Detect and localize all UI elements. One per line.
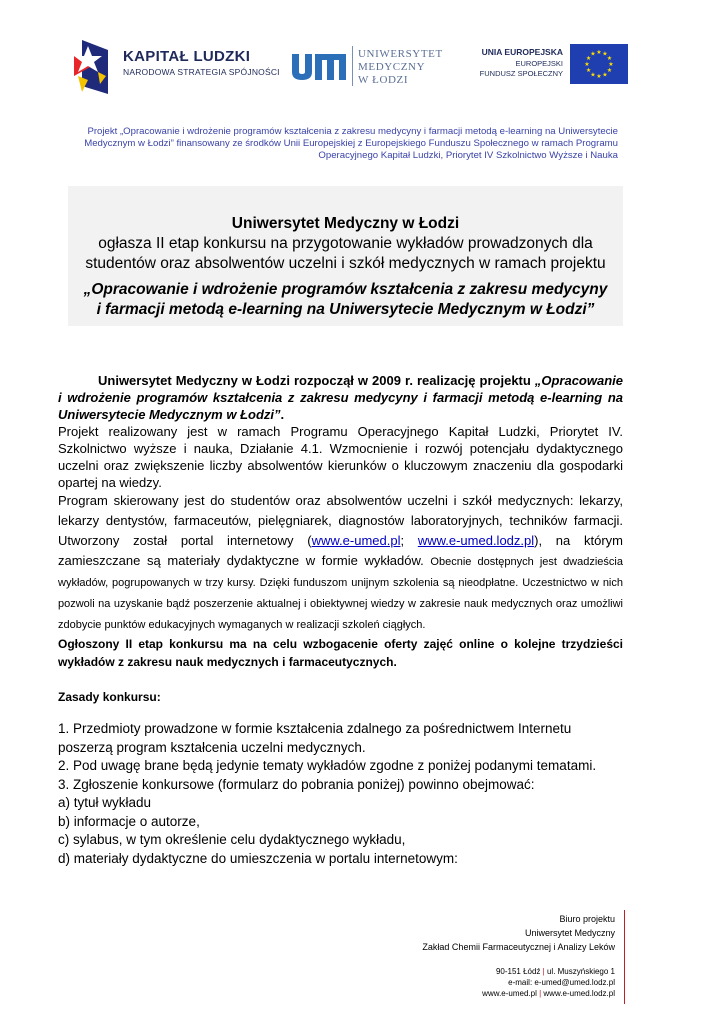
- footer-divider: [624, 910, 625, 1004]
- svg-text:★: ★: [602, 50, 608, 58]
- svg-text:★: ★: [590, 71, 596, 79]
- portal-link-2[interactable]: www.e-umed.lodz.pl: [417, 533, 535, 548]
- list-item: b) informacje o autorze,: [58, 813, 200, 829]
- footer-department: Zakład Chemii Farmaceutycznej i Analizy Leków: [422, 942, 615, 952]
- announcement-line2: ogłasza II etap konkursu na przygotowanie wykładów prowadzonych dla: [98, 235, 593, 252]
- kapital-ludzki-name: KAPITAŁ LUDZKI: [123, 48, 251, 65]
- announcement-project-line1: „Opracowanie i wdrożenie programów kształcenia z zakresu medycyny: [83, 281, 608, 298]
- svg-text:★: ★: [596, 49, 602, 56]
- announcement-title: Uniwersytet Medyczny w Łodzi: [231, 215, 460, 232]
- eu-fund-line2: FUNDUSZ SPOŁECZNY: [479, 69, 563, 78]
- list-item: 1. Przedmioty prowadzone w formie kształcenia zdalnego za pośrednictwem Internetu poszerzą program kształcenia uczelni medycznych.: [58, 721, 572, 755]
- eu-name: UNIA EUROPEJSKA: [481, 47, 563, 57]
- footer-websites: [335, 988, 615, 999]
- intro-bold: Uniwersytet Medyczny w Łodzi rozpoczął w 2009 r. realizację projektu: [98, 373, 535, 388]
- svg-text:★: ★: [584, 61, 590, 68]
- list-item: 3. Zgłoszenie konkursowe (formularz do pobrania poniżej) powinno obejmować:: [58, 776, 535, 792]
- program-paragraph: Projekt realizowany jest w ramach Programu Operacyjnego Kapitał Ludzki, Priorytet IV. Szkolnictwo wyższe i nauka, Działanie 4.1. Wzmocnienie i rozwój potencjału dydaktycznego uczelni oraz zwiększenie liczby absolwentów kierunków o kluczowym znaczeniu dla gospodarki opartej na wiedzy.: [58, 424, 623, 490]
- audience-paragraph: [58, 491, 623, 635]
- portal-link-1[interactable]: www.e-umed.pl: [311, 533, 401, 548]
- footer-website-separator: |: [539, 989, 542, 998]
- um-mark-icon: [290, 48, 348, 82]
- document-body: [58, 372, 623, 868]
- svg-text:★: ★: [602, 71, 608, 79]
- footer-postcode: 90-151 Łódź: [495, 967, 541, 976]
- list-item: d) materiały dydaktyczne do umieszczenia w portalu internetowym:: [58, 850, 458, 866]
- footer-university: Uniwersytet Medyczny: [524, 928, 615, 938]
- list-item: 2. Pod uwagę brane będą jedynie tematy wykładów zgodne z poniżej podanymi tematami.: [58, 758, 597, 773]
- kapital-ludzki-subtitle: NARODOWA STRATEGIA SPÓJNOŚCI: [123, 67, 280, 77]
- footer-street: ul. Muszyńskiego 1: [546, 967, 615, 976]
- announcement-project-line2: i farmacji metodą e-learning na Uniwersytecie Medycznym w Łodzi”: [96, 301, 595, 318]
- university-name-line1: UNIWERSYTET: [358, 48, 443, 60]
- eu-fund-line1: EUROPEJSKI: [515, 59, 563, 68]
- portal-link-separator: ;: [400, 533, 418, 548]
- footer-website-2[interactable]: www.e-umed.lodz.pl: [543, 989, 615, 998]
- svg-text:★: ★: [590, 50, 596, 58]
- kapital-ludzki-logo: [68, 36, 280, 98]
- eu-logo: [448, 44, 628, 86]
- contest-goal-paragraph: Ogłoszony II etap konkursu ma na celu wzbogacenie oferty zajęć online o kolejne trzydzieści wykładów z zakresu nauk medycznych i farmaceutycznych.: [58, 637, 623, 669]
- university-name-line3: W ŁODZI: [358, 74, 409, 86]
- footer-address-separator: |: [542, 967, 545, 976]
- intro-project-name: „Opracowanie i wdrożenie programów kształcenia z zakresu medycyny i farmacji metodą e-learning na Uniwersytecie Medycznym w Łodzi”: [58, 373, 623, 422]
- intro-paragraph: [58, 372, 623, 423]
- svg-text:★: ★: [585, 55, 592, 62]
- list-item: a) tytuł wykładu: [58, 795, 152, 810]
- svg-text:★: ★: [606, 55, 613, 62]
- project-funding-note: Projekt „Opracowanie i wdrożenie programów kształcenia z zakresu medycyny i farmacji metodą e-learning na Uniwersytecie Medycznym w Łodzi” finansowany ze środków Unii Europejskiej z Europejskiego Funduszu Społecznego w ramach Programu Operacyjnego Kapitał Ludzki, Priorytet IV Szkolnictwo Wyższe i Nauka: [84, 126, 618, 162]
- footer-office: Biuro projektu: [559, 914, 615, 924]
- svg-text:★: ★: [585, 67, 592, 74]
- list-item: c) sylabus, w tym określenie celu dydaktycznego wykładu,: [58, 832, 406, 847]
- footer-contact: [335, 912, 615, 999]
- audience-text: Program skierowany jest do studentów oraz absolwentów uczelni i szkół medycznych: lekarzy, lekarzy dentystów, farmaceutów, pielęgniarek, diagnostów laboratoryjnych, techników farmacji. Utworzony został portal internetowy (: [58, 493, 623, 548]
- rules-heading: Zasady konkursu:: [58, 690, 161, 704]
- university-name-line2: MEDYCZNY: [358, 61, 426, 73]
- announcement-line3: studentów oraz absolwentów uczelni i szkół medycznych w ramach projektu: [85, 255, 606, 272]
- intro-end: .: [280, 407, 285, 422]
- svg-text:★: ★: [606, 67, 613, 74]
- kapital-ludzki-emblem-icon: [68, 36, 120, 98]
- announcement-box: [68, 186, 623, 326]
- eu-flag-icon: [570, 44, 628, 84]
- university-logo-divider: [352, 46, 353, 86]
- rules-list: [58, 720, 623, 868]
- audience-text-mid: ), na którym zamieszczane są materiały dydaktyczne w formie wykładów.: [58, 533, 623, 568]
- footer-email[interactable]: e-mail: e-umed@umed.lodz.pl: [508, 978, 615, 987]
- audience-text-small: Obecnie dostępnych jest dwadzieścia wykładów, pogrupowanych w trzy kursy. Dzięki funduszom unijnym szkolenia są nieodpłatne. Uczestnictwo w nich pozwoli na uzyskanie bądź poszerzenie aktualnej i obiektywnej wiedzy w zakresie nauk medycznych oraz umożliwi zdobycie punktów edukacyjnych wymaganych w realizacji szkoleń ciągłych.: [58, 556, 623, 631]
- svg-text:★: ★: [596, 73, 602, 80]
- svg-text:★: ★: [608, 61, 614, 68]
- footer-website-1[interactable]: www.e-umed.pl: [482, 989, 537, 998]
- university-logo: [290, 40, 443, 90]
- footer-address: [335, 966, 615, 977]
- header-logos: [68, 30, 628, 100]
